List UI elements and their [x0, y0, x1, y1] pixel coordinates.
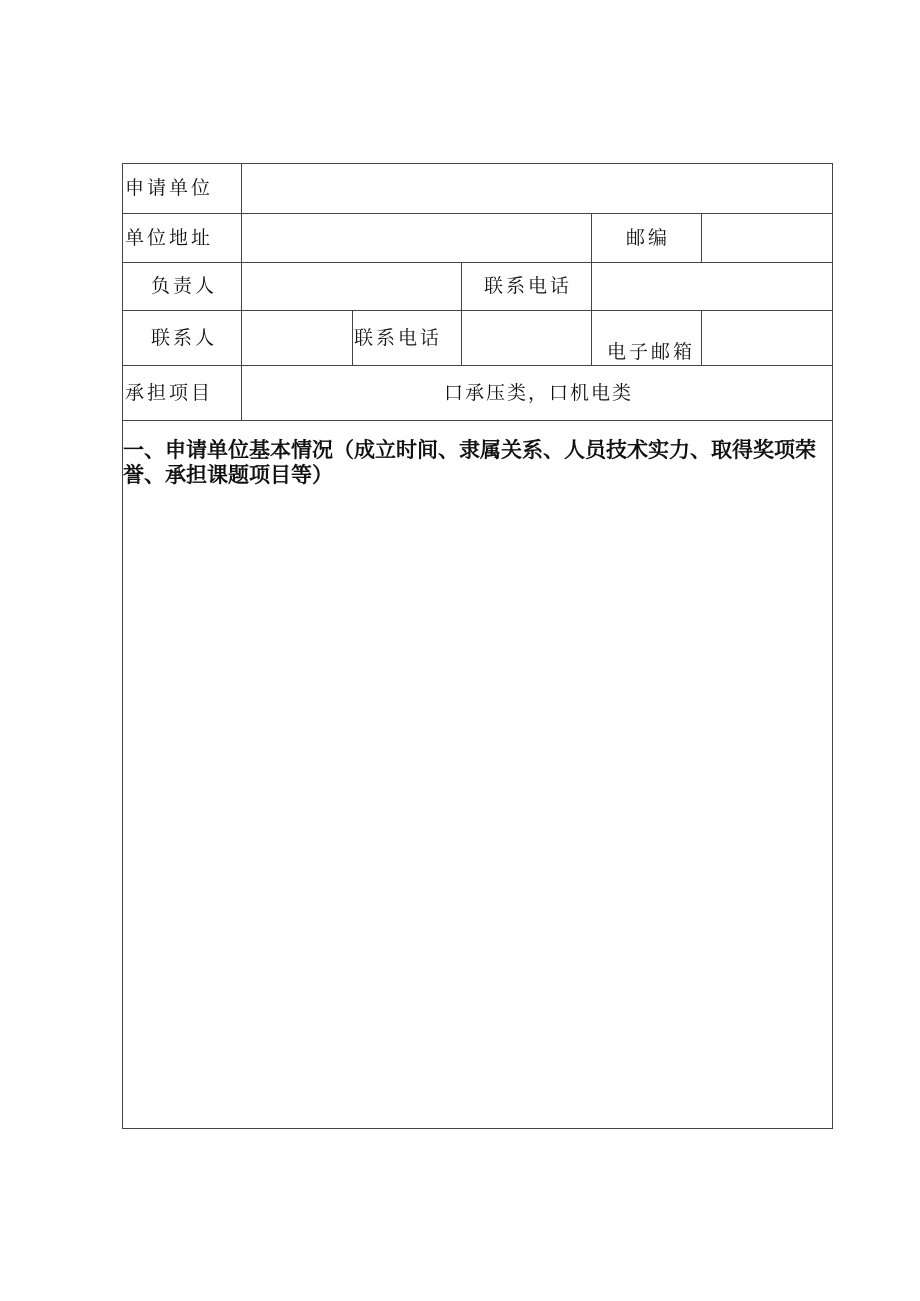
section-1-content-area[interactable]: [123, 420, 832, 1128]
applicant-unit-label: 申请单位: [125, 177, 214, 199]
column-divider: [352, 310, 353, 365]
column-divider: [701, 310, 702, 365]
email-label: 电子邮箱: [607, 341, 696, 363]
unit-address-label: 单位地址: [125, 227, 214, 249]
column-divider: [591, 213, 592, 365]
postcode-field[interactable]: [703, 215, 829, 261]
leader-label: 负责人: [151, 275, 218, 297]
column-divider: [701, 213, 702, 262]
postcode-label: 邮编: [626, 227, 671, 249]
project-label: 承担项目: [125, 382, 214, 404]
column-divider: [461, 310, 462, 365]
contact-field[interactable]: [243, 312, 350, 364]
leader-field[interactable]: [243, 264, 459, 309]
row-divider: [123, 310, 832, 311]
application-form-table: [122, 163, 833, 1129]
row-divider: [123, 213, 832, 214]
contact-label: 联系人: [151, 327, 218, 349]
section-1-heading: 一、申请单位基本情况（成立时间、隶属关系、人员技术实力、取得奖项荣誉、承担课题项目等）: [123, 438, 816, 487]
applicant-unit-field[interactable]: [243, 165, 829, 211]
column-divider: [461, 262, 462, 310]
email-field[interactable]: [703, 312, 829, 364]
unit-address-field[interactable]: [243, 215, 589, 261]
column-divider: [241, 164, 242, 420]
row-divider: [123, 262, 832, 263]
row-divider: [123, 365, 832, 366]
project-options[interactable]: 口承压类，口机电类: [444, 382, 634, 404]
contact-phone-label: 联系电话: [354, 327, 443, 349]
leader-phone-field[interactable]: [593, 264, 829, 309]
leader-phone-label: 联系电话: [484, 275, 573, 297]
contact-phone-field[interactable]: [463, 312, 589, 364]
